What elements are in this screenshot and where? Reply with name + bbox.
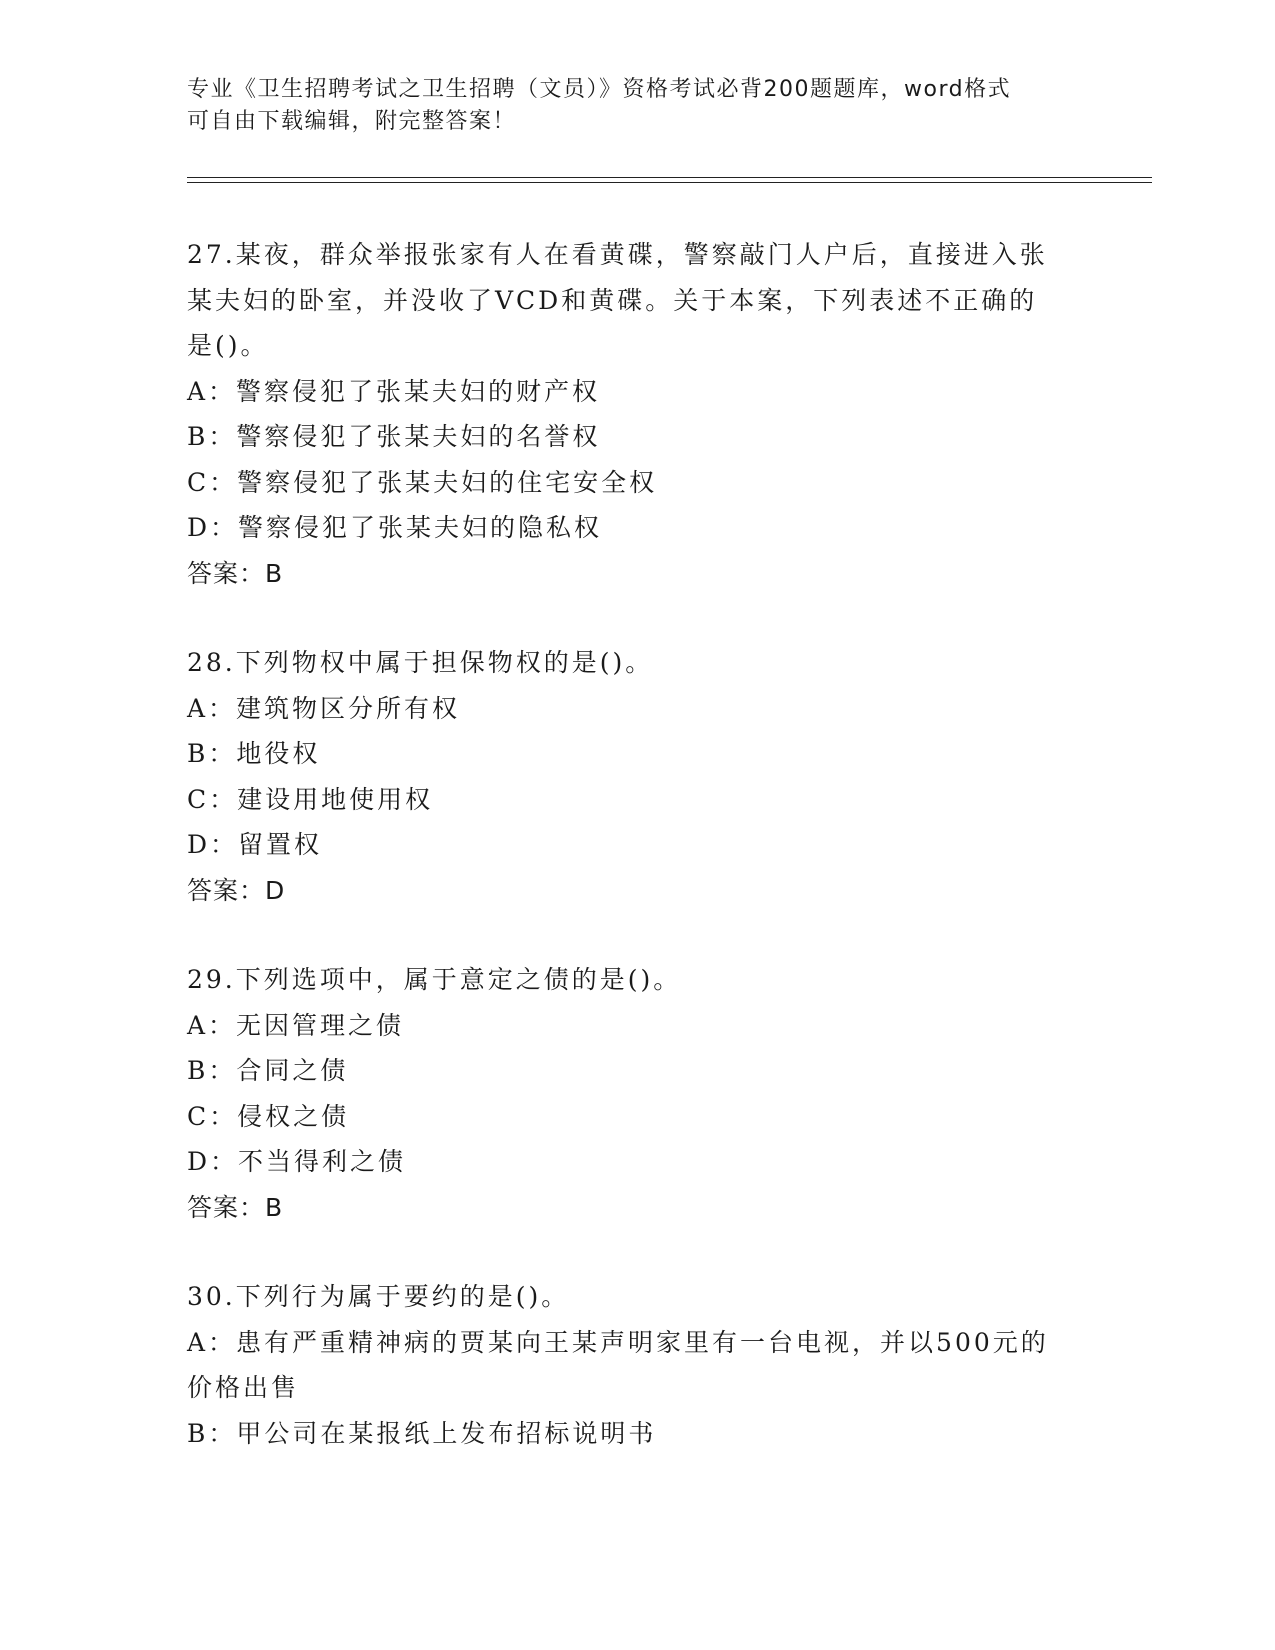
question-stem-line: 27.某夜，群众举报张家有人在看黄碟，警察敲门人户后，直接进入张: [187, 240, 1048, 269]
option-line: B：合同之债: [187, 1056, 349, 1085]
option-line: B：警察侵犯了张某夫妇的名誉权: [187, 422, 601, 451]
option-line: D：不当得利之债: [187, 1147, 407, 1176]
question-stem-line: 29.下列选项中，属于意定之债的是()。: [187, 965, 682, 994]
option-line: B：甲公司在某报纸上发布招标说明书: [187, 1418, 657, 1448]
header-line-1: 专业《卫生招聘考试之卫生招聘（文员）》资格考试必背200题题库，word格式: [187, 77, 1012, 102]
option-line: D：留置权: [187, 830, 323, 859]
question-block: [187, 1274, 1087, 1456]
header-divider-bottom: [187, 182, 1152, 183]
option-line: C：建设用地使用权: [187, 784, 434, 814]
answer-line: 答案：D: [187, 875, 286, 905]
question-stem-line: 是()。: [187, 331, 269, 360]
question-stem-line: 28.下列物权中属于担保物权的是()。: [187, 648, 654, 677]
question-block: [187, 957, 1087, 1230]
question-block: [187, 640, 1087, 913]
question-list: [187, 232, 1087, 1500]
option-line: A：警察侵犯了张某夫妇的财产权: [187, 376, 601, 406]
question-stem-line: 某夫妇的卧室，并没收了VCD和黄碟。关于本案，下列表述不正确的: [187, 285, 1038, 315]
answer-line: 答案：B: [187, 558, 284, 588]
option-line: C：警察侵犯了张某夫妇的住宅安全权: [187, 467, 658, 497]
option-line: A：无因管理之债: [187, 1010, 405, 1040]
option-line: B：地役权: [187, 739, 321, 768]
question-stem-line: 30.下列行为属于要约的是()。: [187, 1282, 570, 1311]
option-line: 价格出售: [187, 1373, 300, 1402]
option-line: D：警察侵犯了张某夫妇的隐私权: [187, 513, 603, 542]
option-line: C：侵权之债: [187, 1101, 350, 1131]
answer-line: 答案：B: [187, 1192, 284, 1222]
question-block: [187, 232, 1087, 596]
header-line-2: 可自由下载编辑，附完整答案！: [187, 109, 517, 134]
option-line: A：患有严重精神病的贾某向王某声明家里有一台电视，并以500元的: [187, 1327, 1049, 1357]
header-divider-top: [187, 177, 1152, 178]
document-header: [187, 74, 1087, 138]
option-line: A：建筑物区分所有权: [187, 693, 461, 723]
